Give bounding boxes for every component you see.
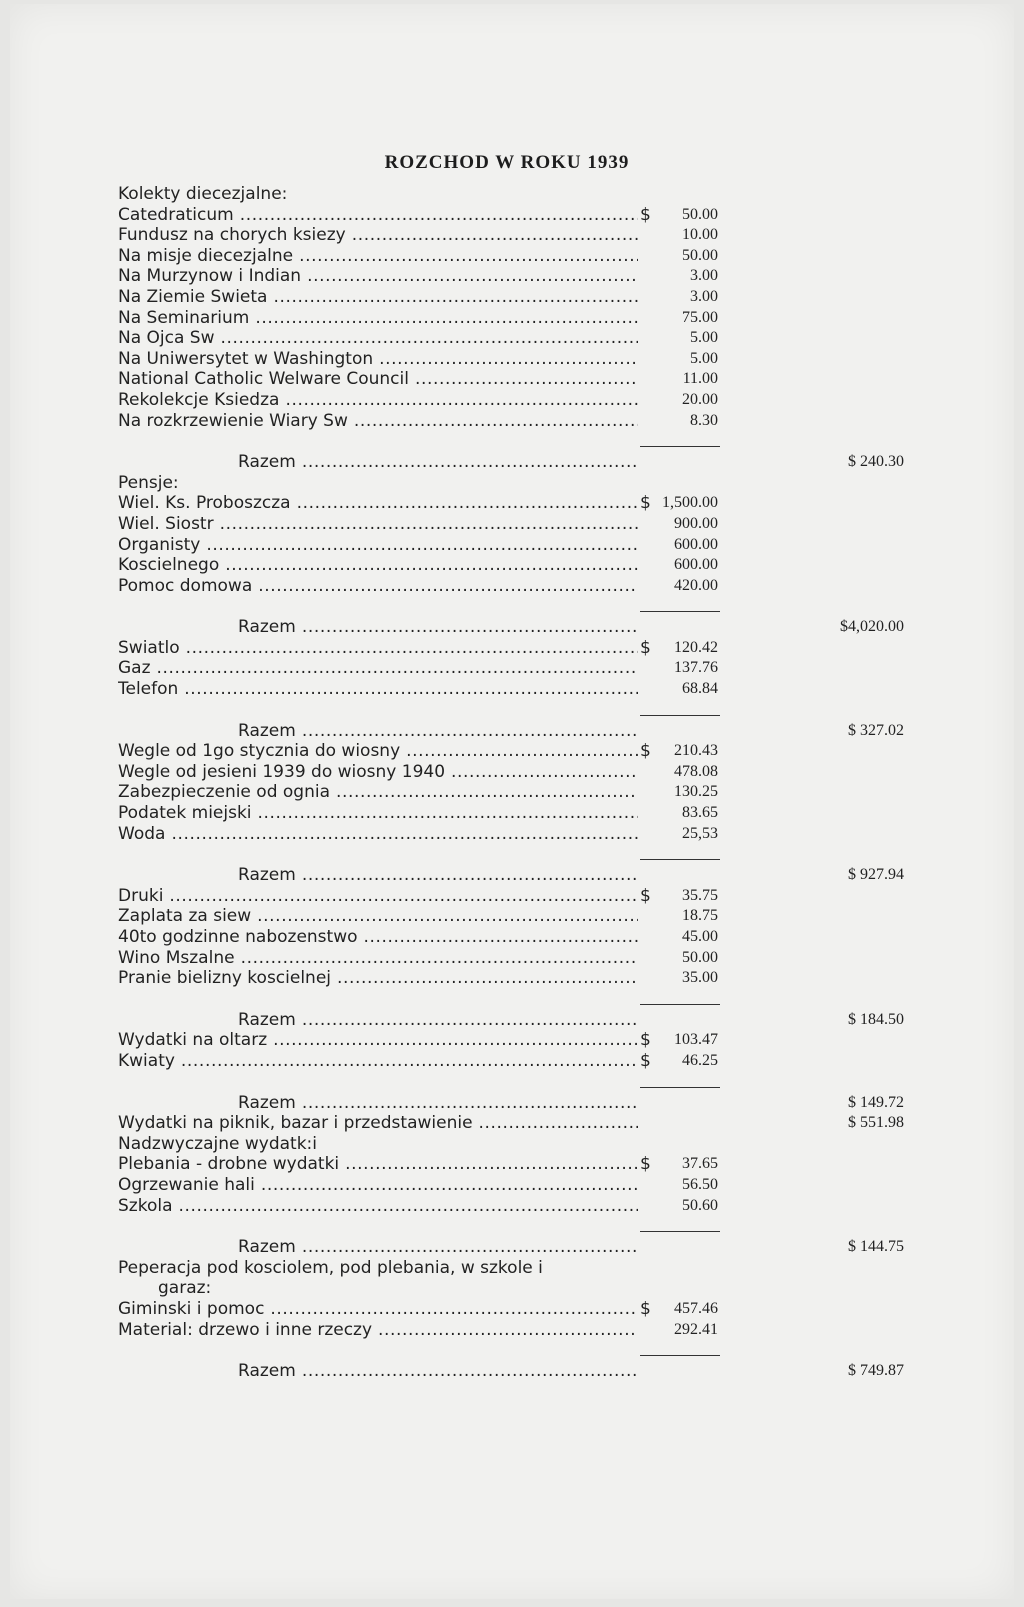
section-total-value: $ 184.50	[848, 1010, 904, 1028]
section-total-value: $ 240.30	[848, 453, 904, 471]
spacer	[118, 1340, 908, 1361]
ledger-row	[118, 968, 908, 989]
ledger-row	[118, 679, 908, 700]
item-label: Telefon .....	[118, 679, 638, 700]
item-amount: 35.00	[682, 969, 718, 987]
razem-row	[118, 865, 908, 886]
currency-sign: $	[640, 1154, 651, 1175]
razem-row	[118, 1010, 908, 1031]
spacer	[118, 431, 908, 452]
item-amount: 25,53	[682, 824, 718, 842]
ledger-row	[118, 1113, 908, 1134]
ledger-row	[118, 308, 908, 329]
item-amount: 900.00	[674, 514, 718, 532]
ledger-row	[118, 638, 908, 659]
item-amount: 478.08	[674, 762, 718, 780]
razem-label: Razem .....	[238, 1237, 638, 1258]
item-label: Na Murzynow i Indian .....	[118, 266, 638, 287]
item-label: Wydatki na piknik, bazar i przedstawienie .....	[118, 1113, 638, 1134]
currency-sign: $	[640, 1298, 651, 1319]
razem-label: Razem .....	[238, 1361, 638, 1382]
currency-sign: $	[640, 1050, 651, 1071]
subtotal-rule	[640, 859, 720, 860]
item-amount: 600.00	[674, 535, 718, 553]
item-amount: 11.00	[682, 370, 718, 388]
item-label: Wiel. Ks. Proboszcza .....	[118, 493, 638, 514]
spacer	[118, 1216, 908, 1237]
section-total-value: $4,020.00	[840, 618, 904, 636]
item-label: Material: drzewo i inne rzeczy .....	[118, 1320, 638, 1341]
item-label: Zabezpieczenie od ognia .....	[118, 782, 638, 803]
item-label: Plebania - drobne wydatki .....	[118, 1154, 638, 1175]
item-amount: 46.25	[682, 1051, 718, 1069]
item-label: Wegle od jesieni 1939 do wiosny 1940 .....	[118, 762, 638, 783]
ledger-row	[118, 1051, 908, 1072]
item-label: Druki .....	[118, 886, 638, 907]
ledger-row	[118, 473, 908, 494]
item-label: 40to godzinne nabozenstwo .....	[118, 927, 638, 948]
spacer	[118, 596, 908, 617]
item-amount: 50.00	[682, 948, 718, 966]
item-amount: 83.65	[682, 804, 718, 822]
expense-ledger	[118, 184, 908, 1382]
item-label: Rekolekcje Ksiedza .....	[118, 390, 638, 411]
razem-label: Razem .....	[238, 1010, 638, 1031]
spacer	[118, 844, 908, 865]
subtotal-rule	[640, 446, 720, 447]
currency-sign: $	[640, 885, 651, 906]
item-amount: 10.00	[682, 226, 718, 244]
ledger-row	[118, 555, 908, 576]
item-label: Na Ziemie Swieta .....	[118, 287, 638, 308]
item-amount: 68.84	[682, 680, 718, 698]
item-label: National Catholic Welware Council .....	[118, 369, 638, 390]
section-total-value: $ 327.02	[848, 721, 904, 739]
item-amount: 137.76	[674, 659, 718, 677]
item-label: Na Ojca Sw .....	[118, 328, 638, 349]
item-label: Woda .....	[118, 824, 638, 845]
item-label: Szkola .....	[118, 1196, 638, 1217]
ledger-row	[118, 782, 908, 803]
item-amount: 18.75	[682, 907, 718, 925]
item-amount: 50.60	[682, 1196, 718, 1214]
item-label: Gaz .....	[118, 658, 638, 679]
item-label: Ogrzewanie hali .....	[118, 1175, 638, 1196]
subtotal-rule	[640, 1355, 720, 1356]
ledger-row	[118, 369, 908, 390]
ledger-row	[118, 1175, 908, 1196]
item-label: Koscielnego .....	[118, 555, 638, 576]
ledger-row	[118, 1030, 908, 1051]
ledger-row	[118, 1258, 908, 1279]
item-amount: 75.00	[682, 308, 718, 326]
item-amount: 600.00	[674, 556, 718, 574]
ledger-row	[118, 1196, 908, 1217]
item-label: Podatek miejski .....	[118, 803, 638, 824]
razem-label: Razem .....	[238, 452, 638, 473]
item-label: Na rozkrzewienie Wiary Sw .....	[118, 411, 638, 432]
item-amount: 5.00	[690, 349, 718, 367]
item-amount: 20.00	[682, 390, 718, 408]
item-label: Pensje:	[118, 472, 179, 493]
item-amount: 56.50	[682, 1175, 718, 1193]
ledger-row	[118, 266, 908, 287]
item-amount: 130.25	[674, 783, 718, 801]
ledger-row	[118, 576, 908, 597]
ledger-row	[118, 824, 908, 845]
section-total-value: $ 144.75	[848, 1238, 904, 1256]
item-label: garaz:	[158, 1278, 212, 1299]
item-label: Kwiaty .....	[118, 1051, 638, 1072]
ledger-row	[118, 184, 908, 205]
item-label: Na misje diecezjalne .....	[118, 246, 638, 267]
ledger-row	[118, 246, 908, 267]
item-amount: 50.00	[682, 205, 718, 223]
ledger-row	[118, 1278, 908, 1299]
item-label: Na Uniwersytet w Washington .....	[118, 349, 638, 370]
item-label: Wydatki na oltarz .....	[118, 1030, 638, 1051]
item-label: Na Seminarium .....	[118, 308, 638, 329]
razem-label: Razem .....	[238, 865, 638, 886]
ledger-row	[118, 411, 908, 432]
document-page	[10, 4, 1014, 1599]
item-amount: 420.00	[674, 576, 718, 594]
razem-label: Razem .....	[238, 721, 638, 742]
item-amount: 45.00	[682, 928, 718, 945]
ledger-row	[118, 390, 908, 411]
item-amount: 8.30	[690, 411, 718, 429]
item-label: Fundusz na chorych ksiezy .....	[118, 225, 638, 246]
ledger-row	[118, 225, 908, 246]
item-label: Wino Mszalne .....	[118, 948, 638, 969]
item-amount: 103.47	[674, 1031, 718, 1049]
item-amount: 3.00	[690, 287, 718, 305]
ledger-row	[118, 1134, 908, 1155]
item-amount: 3.00	[690, 267, 718, 285]
item-label: Wegle od 1go stycznia do wiosny .....	[118, 741, 638, 762]
item-label: Nadzwyczajne wydatk:i	[118, 1133, 317, 1154]
item-amount: 120.42	[674, 638, 718, 656]
item-label: Pomoc domowa .....	[118, 576, 638, 597]
spacer	[118, 989, 908, 1010]
currency-sign: $	[640, 204, 651, 225]
ledger-row	[118, 906, 908, 927]
ledger-row	[118, 948, 908, 969]
razem-row	[118, 721, 908, 742]
razem-label: Razem .....	[238, 1093, 638, 1114]
item-label: Giminski i pomoc .....	[118, 1299, 638, 1320]
item-amount: 37.65	[682, 1155, 718, 1173]
ledger-row	[118, 1299, 908, 1320]
item-label: Pranie bielizny koscielnej .....	[118, 968, 638, 989]
item-amount: 292.41	[674, 1320, 718, 1338]
razem-row	[118, 1237, 908, 1258]
ledger-row	[118, 287, 908, 308]
item-label: Kolekty diecezjalne:	[118, 184, 288, 204]
section-total-value: $ 927.94	[848, 866, 904, 884]
item-amount: 50.00	[682, 246, 718, 264]
item-amount: 35.75	[682, 886, 718, 904]
ledger-row	[118, 886, 908, 907]
item-label: Peperacja pod kosciolem, pod plebania, w szkole i	[118, 1257, 543, 1278]
section-total-value: $ 749.87	[848, 1362, 904, 1380]
item-amount: 5.00	[690, 329, 718, 347]
ledger-row	[118, 741, 908, 762]
item-label: Catedraticum .....	[118, 205, 638, 226]
ledger-row	[118, 762, 908, 783]
page-title: ROZCHOD W ROKU 1939	[384, 152, 630, 173]
item-label: Zaplata za siew .....	[118, 906, 638, 927]
subtotal-rule	[640, 1004, 720, 1005]
spacer	[118, 700, 908, 721]
item-label: Swiatlo .....	[118, 638, 638, 659]
razem-row	[118, 1361, 908, 1382]
currency-sign: $	[640, 637, 651, 658]
ledger-row	[118, 535, 908, 556]
razem-row	[118, 452, 908, 473]
ledger-row	[118, 1154, 908, 1175]
item-amount: 210.43	[674, 742, 718, 760]
ledger-row	[118, 493, 908, 514]
item-label: Organisty .....	[118, 535, 638, 556]
currency-sign: $	[640, 741, 651, 762]
ledger-row	[118, 927, 908, 948]
ledger-row	[118, 328, 908, 349]
subtotal-rule	[640, 715, 720, 716]
currency-sign: $	[640, 493, 651, 514]
row-total-value: $ 551.98	[848, 1114, 904, 1132]
ledger-row	[118, 349, 908, 370]
subtotal-rule	[640, 611, 720, 612]
section-total-value: $ 149.72	[848, 1093, 904, 1111]
razem-row	[118, 617, 908, 638]
ledger-row	[118, 514, 908, 535]
item-label: Wiel. Siostr .....	[118, 514, 638, 535]
razem-label: Razem .....	[238, 617, 638, 638]
subtotal-rule	[640, 1087, 720, 1088]
spacer	[118, 1072, 908, 1093]
razem-row	[118, 1093, 908, 1114]
ledger-row	[118, 658, 908, 679]
currency-sign: $	[640, 1030, 651, 1051]
ledger-row	[118, 205, 908, 226]
ledger-row	[118, 1320, 908, 1341]
item-amount: 457.46	[674, 1299, 718, 1317]
item-amount: 1,500.00	[662, 494, 718, 512]
ledger-row	[118, 803, 908, 824]
subtotal-rule	[640, 1231, 720, 1232]
